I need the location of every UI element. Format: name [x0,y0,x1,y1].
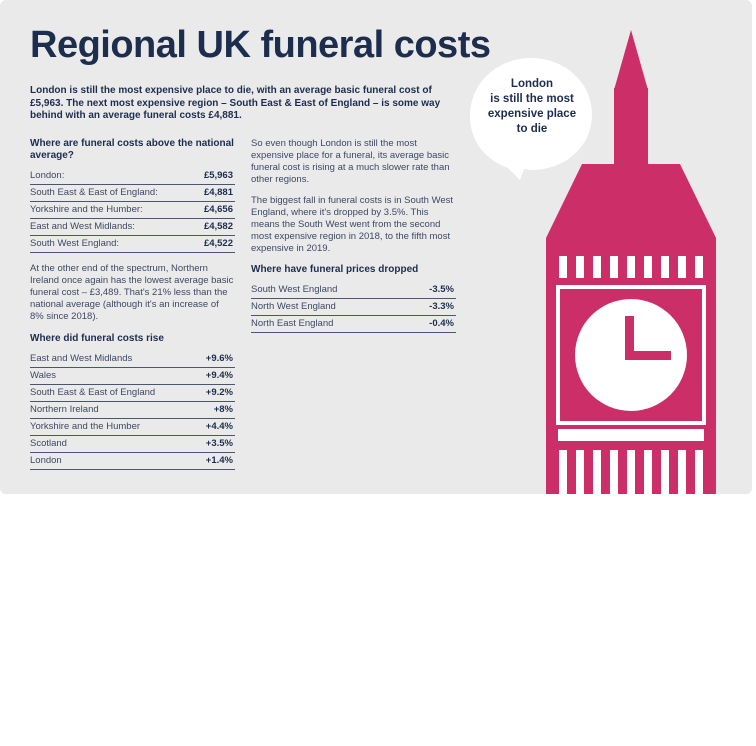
above-average-table [30,168,235,253]
change-value: -0.4% [429,318,454,329]
table-row [30,436,235,453]
left-column [30,138,235,470]
table-row [30,385,235,402]
table-row [30,219,235,236]
region-label: Scotland [30,438,67,449]
change-value: +3.5% [205,438,233,449]
cost-value: £4,881 [203,187,233,198]
cost-value: £4,522 [203,238,233,249]
table-row [30,453,235,470]
table-row [251,282,456,299]
region-label: North East England [251,318,334,329]
region-label: East and West Midlands [30,353,133,364]
rise-heading: Where did funeral costs rise [30,333,164,344]
table-row [30,202,235,219]
cost-value: £5,963 [203,170,233,181]
table-row [30,419,235,436]
table-row [30,168,235,185]
region-label: Yorkshire and the Humber [30,421,141,432]
london-paragraph: So even though London is still the most expensive place for a funeral, its average basic funeral cost is rising at a much slower rate than other regions. [251,138,450,185]
cost-value: £4,656 [203,204,233,215]
change-value: +1.4% [205,455,233,466]
above-average-heading: Where are funeral costs above the national average? [30,138,234,161]
south-west-paragraph: The biggest fall in funeral costs is in South West England, where it's dropped by 3.5%. This means the South West went from the second most expensive region in 2018, to the fifth most expensive in 2019. [251,195,454,254]
change-value: +9.4% [205,370,233,381]
region-label: South West England [251,284,338,295]
dropped-heading: Where have funeral prices dropped [251,264,419,275]
dropped-table [251,282,456,333]
change-value: +9.6% [205,353,233,364]
table-row [30,351,235,368]
region-label: South East & East of England [30,387,156,398]
northern-ireland-paragraph: At the other end of the spectrum, Northern Ireland once again has the lowest average basic funeral cost – £3,489. That's 21% less than the national average (although it's an increase of 8% since 2018). [30,263,234,322]
change-value: -3.3% [429,301,454,312]
table-row [30,402,235,419]
table-row [30,185,235,202]
region-label: South West England: [30,238,120,249]
region-label: Northern Ireland [30,404,99,415]
table-row [251,299,456,316]
change-value: -3.5% [429,284,454,295]
region-label: Yorkshire and the Humber: [30,204,143,215]
change-value: +4.4% [205,421,233,432]
table-row [30,236,235,253]
big-ben-icon [540,30,722,494]
page-title: Regional UK funeral costs [30,24,491,66]
region-label: Wales [30,370,57,381]
region-label: London [30,455,62,466]
table-row [30,368,235,385]
change-value: +8% [213,404,233,415]
region-label: East and West Midlands: [30,221,135,232]
region-label: South East & East of England: [30,187,158,198]
rise-table [30,351,235,470]
region-label: London: [30,170,65,181]
speech-bubble-text: London is still the most expensive place to die [487,78,577,135]
change-value: +9.2% [205,387,233,398]
middle-column [251,138,456,333]
intro-text: London is still the most expensive place to die, with an average basic funeral cost of £5,963. The next most expensive region – South East & East of England – is some way behind with an average funeral costs £4,881. [30,85,441,121]
table-row [251,316,456,333]
cost-value: £4,582 [203,221,233,232]
region-label: North West England [251,301,336,312]
